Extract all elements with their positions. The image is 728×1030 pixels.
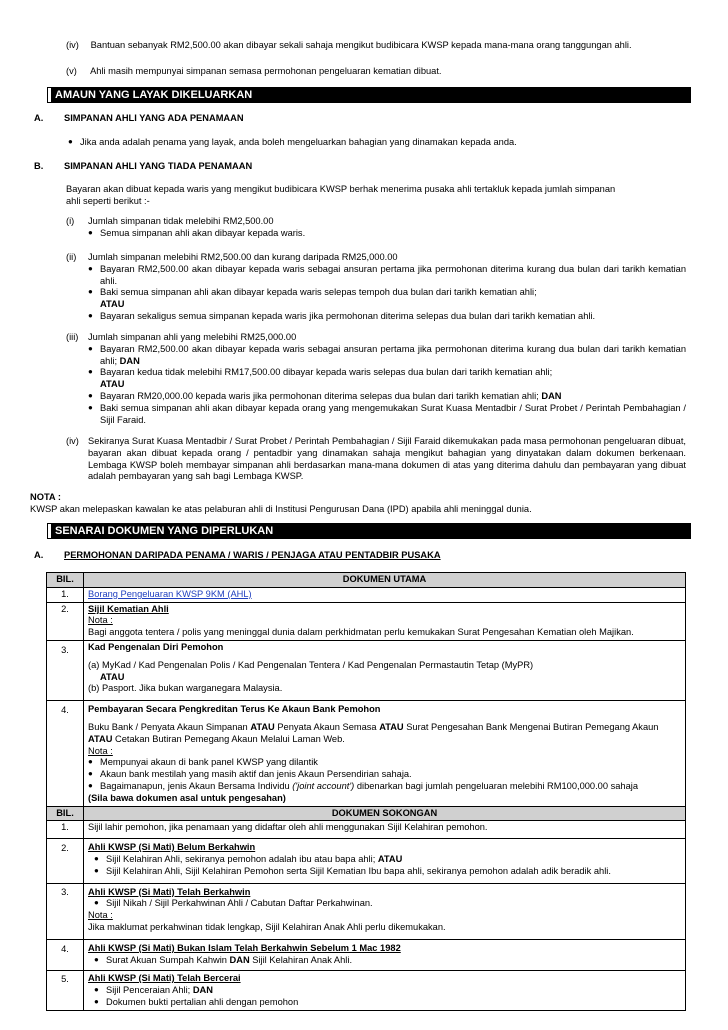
list-item: ● Semua simpanan ahli akan dibayar kepada waris. [88,228,696,240]
table-row: 3. Kad Pengenalan Diri Pemohon (a) MyKad / Kad Pengenalan Polis / Kad Pengenalan Tentera / Kad Pengenalan Permastautin Tetap (MyPR) ATAU (b) Pasport. Jika bukan warganegara Malaysia. [47,640,686,700]
list-item: ● Sijil Kelahiran Ahli, Sijil Kelahiran Pemohon serta Sijil Kematian Ibu bapa ahli, sekiranya pemohon adalah adik beradik ahli. [94,866,681,878]
list-item: ● Akaun bank mestilah yang masih aktif dan jenis Akaun Persendirian sahaja. [88,769,681,781]
section-heading-senarai: SENARAI DOKUMEN YANG DIPERLUKAN [48,524,690,538]
item-number: (v) [66,66,77,76]
table-row: 4. Pembayaran Secara Pengkreditan Terus Ke Akaun Bank Pemohon Buku Bank / Penyata Akaun Simpanan ATAU Penyata Akaun Semasa ATAU Surat Pengesahan Bank Mengenai Butiran Pemegang Akaun ATAU Cetakan Butiran Pemegang Akaun Melalui Laman Web. Nota : ● Mempunyai akaun di bank panel KWSP yang dilantik ● Akaun bank mestilah yang masih aktif dan jenis Akaun Persendirian sahaja. ● Bagaimanapun, jenis Akaun Bersama Individu ('joint account') dibenarkan bagi jumlah pengeluaran melebihi RM100,000.00 sahaja (Sila bawa dokumen asal untuk pengesahan) [47,701,686,806]
b-item-ii: (ii) Jumlah simpanan melebihi RM2,500.00 dan kurang daripada RM25,000.00 ● Bayaran RM2,500.00 akan dibayar kepada waris sebagai ansuran pertama jika permohonan diterima kurang dua bulan dari tarikh kematian ahli. ● Baki semua simpanan ahli akan dibayar kepada waris selepas tempoh dua bulan dari tarikh kematian ahli; ATAU ● Bayaran sekaligus semua simpanan kepada waris jika permohonan diterima selepas dua bulan dari tarikh kematian ahli. [66,252,686,323]
heading-a: A. SIMPANAN AHLI YANG ADA PENAMAAN [34,113,244,123]
b-item-iv: (iv) Sekiranya Surat Kuasa Mentadbir / Surat Probet / Perintah Pembahagian / Sijil Faraid dikemukakan pada masa permohonan pengeluaran dibuat, bayaran akan dibuat kepada orang / pentadbir yang dinamakan sahaja mengikut bahagian yang dinyatakan dalam dokumen berkenaan. Lembaga KWSP boleh membayar simpanan ahli berdasarkan mana-mana dokumen di atas yang diterima dahulu dan pembayaran yang dibuat adalah pembayaran yang sah bagi Lembaga KWSP. [66,436,686,482]
list-item: ● Sijil Kelahiran Ahli, sekiranya pemohon adalah ibu atau bapa ahli; ATAU [94,854,681,866]
section-heading-amaun: AMAUN YANG LAYAK DIKELUARKAN [48,88,690,102]
list-item: ● Bayaran kedua tidak melebihi RM17,500.00 dibayar kepada waris selepas dua bulan dari tarikh kematian ahli; [88,367,686,379]
list-item: ● Dokumen bukti pertalian ahli dengan pemohon [94,997,681,1009]
list-item: ● Bayaran RM2,500.00 akan dibayar kepada waris sebagai ansuran pertama jika permohonan diterima kurang dua bulan dari tarikh kematian ahli. [88,264,686,288]
item-text: Ahli masih mempunyai simpanan semasa permohonan pengeluaran kematian dibuat. [90,66,442,76]
list-item: ● Bagaimanapun, jenis Akaun Bersama Individu ('joint account') dibenarkan bagi jumlah pengeluaran melebihi RM100,000.00 sahaja [88,781,681,793]
list-item: ● Surat Akuan Sumpah Kahwin DAN Sijil Kelahiran Anak Ahli. [94,955,681,967]
b-item-i: (i) Jumlah simpanan tidak melebihi RM2,500.00 ● Semua simpanan ahli akan dibayar kepada waris. [66,216,696,240]
top-item-v [66,66,706,78]
section-b-intro: Bayaran akan dibuat kepada waris yang mengikut budibicara KWSP berhak menerima pusaka ahli tertakluk kepada jumlah simpanan ahli seperti berikut :- [66,184,616,206]
table-row: 5. Ahli KWSP (Si Mati) Telah Bercerai ● Sijil Penceraian Ahli; DAN ● Dokumen bukti pertalian ahli dengan pemohon [47,971,686,1010]
table-row: 4. Ahli KWSP (Si Mati) Bukan Islam Telah Berkahwin Sebelum 1 Mac 1982 ● Surat Akuan Sumpah Kahwin DAN Sijil Kelahiran Anak Ahli. [47,939,686,971]
item-text: Bantuan sebanyak RM2,500.00 akan dibayar sekali sahaja mengikut budibicara KWSP kepada mana-mana orang tanggungan ahli. [90,40,632,50]
table-row: 2. Sijil Kematian Ahli Nota : Bagi anggota tentera / polis yang meninggal dunia dalam perkhidmatan perlu kemukakan Surat Pengesahan Kematian oleh Majikan. [47,602,686,640]
list-item: ● Bayaran RM2,500.00 akan dibayar kepada waris sebagai ansuran pertama jika permohonan diterima kurang dua bulan dari tarikh kematian ahli; DAN [88,344,686,368]
form-link[interactable]: Borang Pengeluaran KWSP 9KM (AHL) [88,588,252,599]
heading-2a: A. PERMOHONAN DARIPADA PENAMA / WARIS / PENJAGA ATAU PENTADBIR PUSAKA [34,550,441,560]
nota-block: NOTA : KWSP akan melepaskan kawalan ke atas pelaburan ahli di Institusi Pengurusan Dana (IPD) apabila ahli meninggal dunia. [30,492,532,514]
top-item-iv [66,40,706,52]
section-a-bullet [68,137,698,149]
list-item: ● Baki semua simpanan ahli akan dibayar kepada orang yang mengemukakan Surat Kuasa Mentadbir / Surat Probet / Perintah Pembahagian / Sijil Faraid. [88,403,686,427]
list-item: ● Mempunyai akaun di bank panel KWSP yang dilantik [88,757,681,769]
table-row: 3. Ahli KWSP (Si Mati) Telah Berkahwin ● Sijil Nikah / Sijil Perkahwinan Ahli / Cabutan Daftar Perkahwinan. Nota : Jika maklumat perkahwinan tidak lengkap, Sijil Kelahiran Anak Ahli perlu dikemukakan. [47,883,686,939]
table-header-row: BIL. DOKUMEN SOKONGAN [47,806,686,821]
list-item: ● Sijil Nikah / Sijil Perkahwinan Ahli / Cabutan Daftar Perkahwinan. [94,898,681,910]
table-row: 1. Borang Pengeluaran KWSP 9KM (AHL) [47,587,686,602]
table-row: 2. Ahli KWSP (Si Mati) Belum Berkahwin ● Sijil Kelahiran Ahli, sekiranya pemohon adalah ibu atau bapa ahli; ATAU ● Sijil Kelahiran Ahli, Sijil Kelahiran Pemohon serta Sijil Kematian Ibu bapa ahli, sekiranya pemohon adalah adik beradik ahli. [47,839,686,883]
table-row: 1. Sijil lahir pemohon, jika penamaan yang didaftar oleh ahli menggunakan Sijil Kelahiran pemohon. [47,821,686,839]
list-item: ● Baki semua simpanan ahli akan dibayar kepada waris selepas tempoh dua bulan dari tarikh kematian ahli; [88,287,686,299]
item-number: (iv) [66,40,79,50]
heading-b: B. SIMPANAN AHLI YANG TIADA PENAMAAN [34,161,253,171]
document-table [46,572,686,1011]
list-item: ● Sijil Penceraian Ahli; DAN [94,985,681,997]
list-item: ● Bayaran RM20,000.00 kepada waris jika permohonan diterima selepas dua bulan dari tarikh kematian ahli; DAN [88,391,686,403]
list-item: ● Jika anda adalah penama yang layak, anda boleh mengeluarkan bahagian yang dinamakan kepada anda. [68,137,698,149]
table-header-row: BIL. DOKUMEN UTAMA [47,573,686,588]
list-item: ● Bayaran sekaligus semua simpanan kepada waris jika permohonan diterima selepas dua bulan dari tarikh kematian ahli. [88,311,686,323]
b-item-iii: (iii) Jumlah simpanan ahli yang melebihi RM25,000.00 ● Bayaran RM2,500.00 akan dibayar kepada waris sebagai ansuran pertama jika permohonan diterima kurang dua bulan dari tarikh kematian ahli; DAN ● Bayaran kedua tidak melebihi RM17,500.00 dibayar kepada waris selepas dua bulan dari tarikh kematian ahli; ATAU ● Bayaran RM20,000.00 kepada waris jika permohonan diterima selepas dua bulan dari tarikh kematian ahli; DAN ● Baki semua simpanan ahli akan dibayar kepada orang yang mengemukakan Surat Kuasa Mentadbir / Surat Probet / Perintah Pembahagian / Sijil Faraid. [66,332,686,426]
